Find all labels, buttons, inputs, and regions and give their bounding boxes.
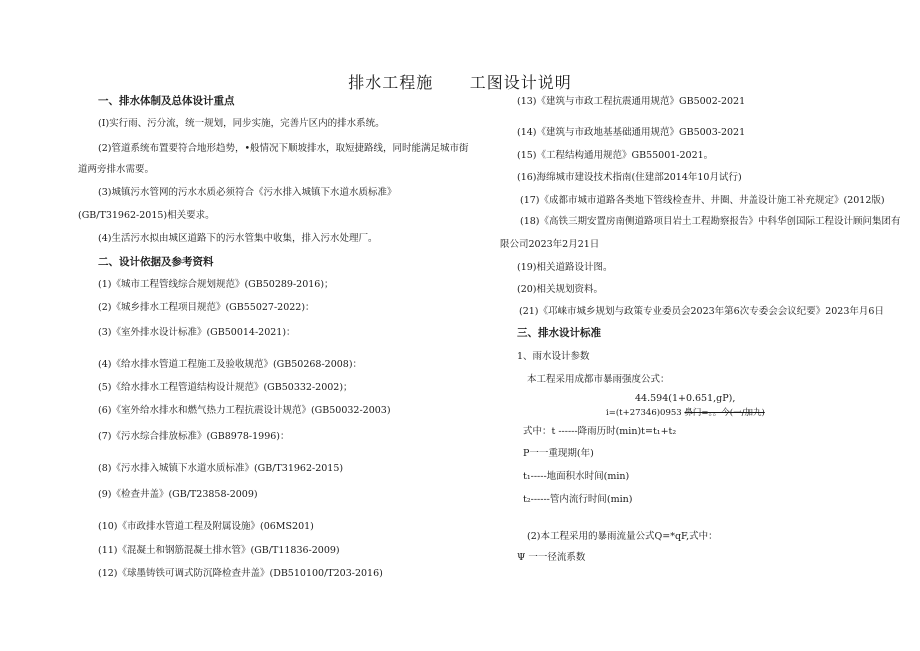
reference-item: (11)《混凝土和钢筋混凝土排水管》(GB/T11836-2009) — [98, 545, 340, 556]
reference-item: (21)《邛崃市城乡规划与政策专业委员会2023年第6次专委会会议纪要》2023年月6日 — [519, 306, 884, 317]
reference-item: (10)《市政排水管道工程及附属设施》(06MS201) — [98, 521, 314, 532]
reference-item: (12)《球墨铸铁可调式防沉降检查井盖》(DB510100/T203-2016) — [98, 568, 383, 579]
paragraph: (3)城镇污水管网的污水水质必须符合《污水排入城镇下水道水质标准》 — [98, 187, 397, 198]
reference-item: (6)《室外给水排水和燃气热力工程抗震设计规范》(GB50032-2003) — [98, 405, 391, 416]
paragraph: 本工程采用成都市暴雨强度公式： — [527, 374, 670, 385]
section-2-heading: 二、设计依据及参考资料 — [98, 256, 214, 268]
formula-denominator — [606, 406, 765, 418]
reference-item: (16)海绵城市建设技术指南(住建部2014年10月试行) — [517, 172, 742, 183]
paragraph: 道两旁排水需要。 — [78, 164, 155, 175]
reference-item: (17)《成都市城市道路各类地下管线检查井、井圈、井盖设计施工补充规定》(2012版) — [520, 195, 885, 206]
paragraph: Ψ 一一径流系数 — [517, 552, 586, 563]
paragraph: (4)生活污水拟由城区道路下的污水管集中收集，排入污水处理厂。 — [98, 233, 378, 244]
reference-item: (18)《高铁三期安置房南侧道路项目岩土工程勘察报告》中科华创国际工程设计顾问集团有 — [520, 216, 901, 227]
subheading: 1、雨水设计参数 — [517, 351, 590, 362]
paragraph: (I)实行雨、污分流，统一规划，同步实施，完善片区内的排水系统。 — [98, 118, 385, 129]
reference-item: (2)《城乡排水工程项目规范》(GB55027-2022)： — [98, 302, 315, 313]
section-3-heading: 三、排水设计标准 — [517, 327, 601, 339]
section-1-heading: 一、排水体制及总体设计重点 — [98, 95, 235, 107]
reference-item: (7)《污水综合排放标准》(GB8978-1996)： — [98, 431, 290, 442]
reference-item: (8)《污水排入城镇下水道水质标准》(GB/T31962-2015) — [98, 463, 344, 474]
formula-note: t₁-----地面积水时间(min) — [523, 471, 630, 482]
paragraph: (2)本工程采用的暴雨流量公式Q=*qF,式中： — [527, 531, 718, 542]
page-title: 排水工程施 工图设计说明 — [348, 73, 572, 92]
paragraph: (2)管道系统布置要符合地形趋势，•般情况下顺坡排水，取短捷路线，同时能满足城市街 — [98, 143, 469, 154]
reference-item: (19)相关道路设计图。 — [517, 262, 613, 273]
formula-note: 式中：t ------降雨历时(min)t=t₁+t₂ — [523, 426, 677, 437]
formula-numerator: 44.594(1+0.651,gP), — [635, 393, 736, 404]
reference-item: (9)《检查井盖》(GB/T23858-2009) — [98, 489, 258, 500]
reference-item: (4)《给水排水管道工程施工及验收规范》(GB50268-2008)： — [98, 359, 363, 370]
reference-item: 限公司2023年2月21日 — [500, 239, 600, 250]
reference-item: (3)《室外排水设计标准》(GB50014-2021)： — [98, 327, 296, 338]
paragraph: (GB/T31962-2015)相关要求。 — [78, 210, 215, 221]
reference-item: (15)《工程结构通用规范》GB55001-2021。 — [517, 150, 714, 161]
reference-item: (1)《城市工程管线综合规划规范》(GB50289-2016)； — [98, 279, 334, 290]
formula-denominator-b: 鼻门=。。今(一/加九) — [684, 408, 765, 418]
reference-item: (13)《建筑与市政工程抗震通用规范》GB5002-2021 — [517, 96, 746, 107]
formula-denominator-a: i=(t+27346)0953 — [606, 408, 682, 418]
reference-item: (20)相关规划资料。 — [517, 284, 604, 295]
reference-item: (5)《给水排水工程管道结构设计规范》(GB50332-2002)； — [98, 382, 353, 393]
reference-item: (14)《建筑与市政地基基础通用规范》GB5003-2021 — [517, 127, 746, 138]
formula-note: t₂------管内流行时间(min) — [523, 494, 633, 505]
formula-note: P一一重现期(年) — [523, 448, 594, 459]
